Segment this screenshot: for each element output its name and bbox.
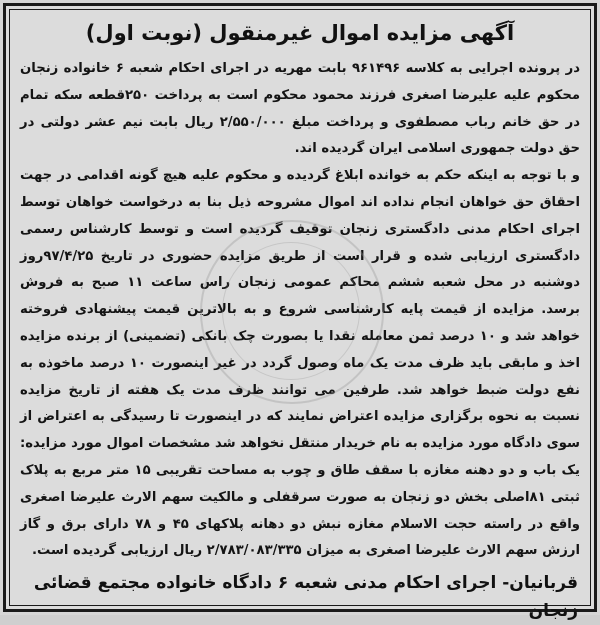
- notice-title: آگهی مزایده اموال غیرمنقول (نوبت اول): [85, 21, 515, 45]
- notice-signature: قربانیان- اجرای احکام مدنی شعبه ۶ دادگاه خانواده مجتمع قضائی زنجان: [33, 573, 578, 622]
- auction-notice-inner-frame: [9, 9, 591, 622]
- notice-paragraph-case: در پرونده اجرایی به کلاسه ۹۶۱۴۹۶ بابت مهریه در اجرای احکام شعبه ۶ خانواده زنجان محکوم علیه علیرضا اصغری فرزند محمود محکوم است به پرداخت ۲۵۰قطعه سکه تمام در حق خانم رباب مصطفوی و پرداخت مبلغ ۲/۵۵۰/۰۰۰ ریال بابت نیم عشر دولتی در حق دولت جمهوری اسلامی ایران گردیده اند.: [20, 61, 581, 157]
- notice-paragraph-auction-details: و با توجه به اینکه حکم به خوانده ابلاغ گردیده و محکوم علیه هیچ گونه اقدامی در جهت احقاق حق خواهان انجام نداده اند اموال مشروحه ذیل بنا به درخواست خواهان توسط اجرای احکام مدنی دادگستری زنجان توقیف گردیده است و توسط کارشناس رسمی دادگستری ارزیابی شده و قرار است از طریق مزایده حضوری در تاریخ ۹۷/۴/۲۵روز دوشنبه در محل شعبه ششم محاکم عمومی زنجان راس ساعت ۱۱ صبح به فروش برسد. مزایده از قیمت پایه کارشناسی شروع و به بالاترین قیمت پیشنهادی فروخته خواهد شد و ۱۰ درصد ثمن معامله نقدا یا بصورت چک بانکی (تضمینی) از برنده مزایده اخذ و مابقی باید ظرف مدت یک ماه وصول گردد در غیر اینصورت ۱۰ درصد ماخوذه به نفع دولت ضبط خواهد شد. طرفین می توانند ظرف مدت یک هفته از تاریخ مزایده نسبت به نحوه برگزاری مزایده اعتراض نمایند که در اینصورت تا رسیدگی به اعتراض از سوی دادگاه مورد مزایده به نام خریدار منتقل نخواهد شد مشخصات اموال مورد مزایده: یک باب و دو دهنه مغازه با سقف طاق و چوب به مساحت تقریبی ۱۵ متر مربع به پلاک ثبتی ۸۱اصلی بخش دو زنجان به صورت سرقفلی و مالکیت سهم الارث علیرضا اصغری واقع در راسته حجت الاسلام مغازه نبش دو دهانه پلاکهای ۴۵ و ۷۸ دارای برق و گاز ارزش سهم الارث علیرضا اصغری به میزان ۲/۷۸۳/۰۸۳/۳۳۵ ریال ارزیابی گردیده است.: [20, 168, 580, 559]
- auction-notice-box: [3, 3, 597, 622]
- notice-body: [10, 56, 590, 565]
